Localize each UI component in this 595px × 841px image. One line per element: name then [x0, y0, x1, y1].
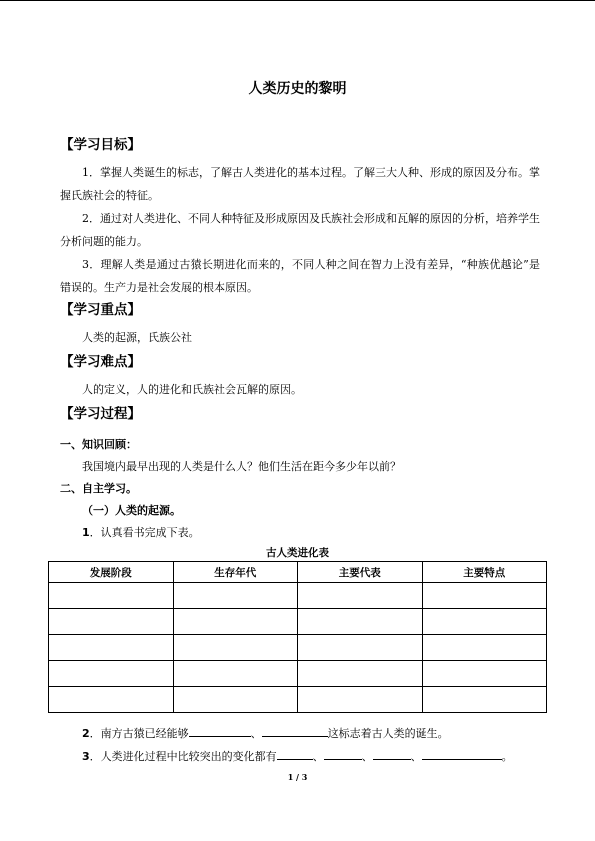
table-row: [49, 609, 547, 635]
table-cell[interactable]: [422, 661, 547, 687]
review-heading: 一、知识回顾：: [60, 438, 137, 451]
goal-item-3: 3．理解人类是通过古猿长期进化而来的，不同人种之间在智力上没有差异，“种族优越论”是错误的。生产力是社会发展的根本原因。: [60, 258, 540, 294]
goals-heading: 【学习目标】: [60, 137, 141, 153]
question-1-text: ．认真看书完成下表。: [89, 526, 200, 539]
table-cell[interactable]: [49, 687, 174, 713]
question-2-separator: 、: [250, 727, 262, 740]
question-3: [82, 747, 513, 764]
difficulties-heading: 【学习难点】: [60, 354, 141, 370]
goal-item-1: 1．掌握人类诞生的标志，了解古人类进化的基本过程。了解三大人种、形成的原因及分布。掌握氏族社会的特征。: [60, 166, 540, 202]
table-row: [49, 661, 547, 687]
table-cell[interactable]: [173, 661, 298, 687]
table-cell[interactable]: [298, 687, 423, 713]
table-header-row: [49, 562, 547, 583]
top-border-line: [0, 0, 595, 1]
table-cell[interactable]: [49, 635, 174, 661]
table-cell[interactable]: [298, 583, 423, 609]
table-cell[interactable]: [422, 687, 547, 713]
question-3-text: ．人类进化过程中比较突出的变化都有: [89, 750, 277, 763]
table-cell[interactable]: [422, 635, 547, 661]
table-cell[interactable]: [173, 687, 298, 713]
table-cell[interactable]: [49, 661, 174, 687]
table-row: [49, 583, 547, 609]
table-cell[interactable]: [173, 635, 298, 661]
answer-blank[interactable]: [277, 747, 313, 760]
answer-blank[interactable]: [189, 724, 251, 737]
table-cell[interactable]: [49, 583, 174, 609]
table-cell[interactable]: [173, 609, 298, 635]
question-2-number: 2: [82, 727, 90, 740]
question-3-separator: 、: [312, 750, 324, 763]
question-1-number: 1: [82, 526, 90, 539]
self-study-heading: 二、自主学习。: [60, 482, 137, 495]
question-3-separator: 、: [410, 750, 422, 763]
table-row: [49, 635, 547, 661]
difficulties-text: 人的定义，人的进化和氏族社会瓦解的原因。: [82, 383, 302, 396]
answer-blank[interactable]: [324, 747, 362, 760]
table-cell[interactable]: [422, 583, 547, 609]
table-cell[interactable]: [298, 661, 423, 687]
question-2-text-b: 这标志着古人类的诞生。: [327, 727, 449, 740]
process-heading: 【学习过程】: [60, 406, 141, 422]
review-question: 我国境内最早出现的人类是什么人？他们生活在距今多少年以前？: [82, 460, 401, 473]
key-points-heading: 【学习重点】: [60, 302, 141, 318]
answer-blank[interactable]: [373, 747, 411, 760]
key-points-text: 人类的起源，氏族公社: [82, 331, 192, 344]
goal-item-2: 2．通过对人类进化、不同人种特征及形成原因及氏族社会形成和瓦解的原因的分析，培养学生分析问题的能力。: [60, 212, 540, 248]
table-cell[interactable]: [49, 609, 174, 635]
question-2-text-a: ．南方古猿已经能够: [89, 727, 189, 740]
header-features: 主要特点: [422, 562, 547, 583]
header-stage: 发展阶段: [49, 562, 174, 583]
table-cell[interactable]: [422, 609, 547, 635]
question-3-separator: 、: [361, 750, 373, 763]
header-era: 生存年代: [173, 562, 298, 583]
header-representative: 主要代表: [298, 562, 423, 583]
page-title: 人类历史的黎明: [248, 81, 347, 97]
table-caption: 古人类进化表: [266, 547, 329, 559]
table-row: [49, 687, 547, 713]
question-3-number: 3: [82, 750, 90, 763]
table-cell[interactable]: [298, 609, 423, 635]
answer-blank[interactable]: [262, 724, 328, 737]
table-cell[interactable]: [298, 635, 423, 661]
answer-blank[interactable]: [422, 747, 502, 760]
origin-subheading: （一）人类的起源。: [82, 504, 181, 517]
page-number: 1 / 3: [287, 772, 308, 782]
question-2: [82, 724, 449, 741]
evolution-table: [48, 561, 547, 713]
question-3-end: 。: [501, 750, 513, 763]
question-1: [82, 524, 200, 540]
table-cell[interactable]: [173, 583, 298, 609]
